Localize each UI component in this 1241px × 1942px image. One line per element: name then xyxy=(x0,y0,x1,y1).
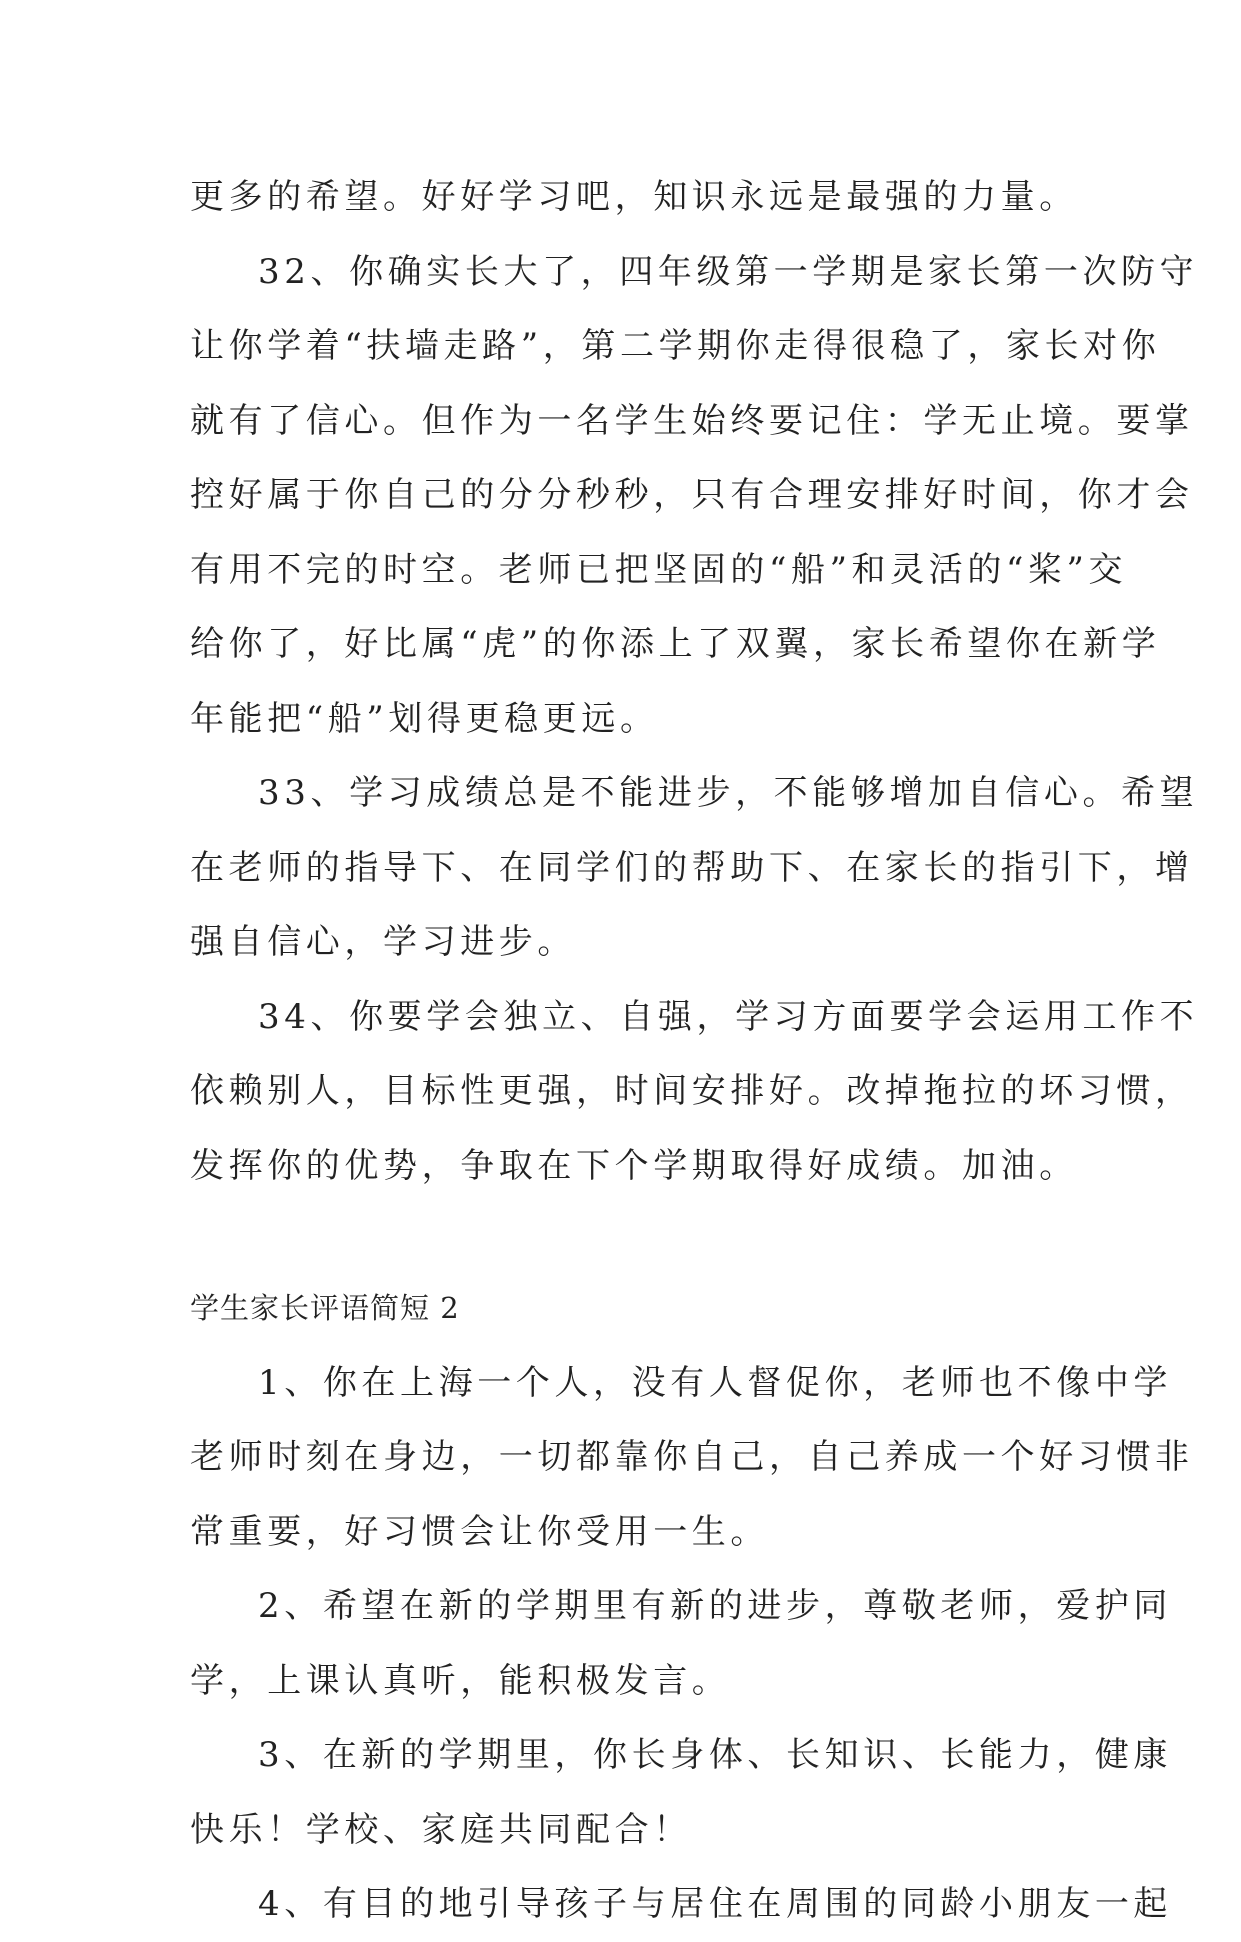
text-line: 33、学习成绩总是不能进步，不能够增加自信心。希望 xyxy=(258,773,1199,813)
text-line: 常重要，好习惯会让你受用一生。 xyxy=(190,1511,769,1552)
text-line: 强自信心，学习进步。 xyxy=(190,922,576,962)
text-line: 1、你在上海一个人，没有人督促你，老师也不像中学 xyxy=(258,1362,1173,1403)
text-line: 就有了信心。但作为一名学生始终要记住：学无止境。要掌 xyxy=(190,400,1194,441)
text-line: 控好属于你自己的分分秒秒，只有合理安排好时间，你才会 xyxy=(190,475,1194,515)
text-line: 32、你确实长大了，四年级第一学期是家长第一次防守 xyxy=(258,251,1199,292)
text-line: 学，上课认真听，能积极发言。 xyxy=(190,1660,731,1701)
paragraph-31-tail xyxy=(190,160,1078,235)
section-heading: 学生家长评语简短 2 xyxy=(190,1291,460,1325)
paragraph-34 xyxy=(190,980,1199,1204)
text-line: 更多的希望。好好学习吧，知识永远是最强的力量。 xyxy=(190,177,1078,217)
section-gap xyxy=(190,1203,1050,1271)
paragraph-1 xyxy=(190,1346,1194,1570)
text-line: 3、在新的学期里，你长身体、长知识、长能力，健康 xyxy=(258,1735,1173,1775)
paragraph-33 xyxy=(190,756,1199,980)
text-line: 依赖别人，目标性更强，时间安排好。改掉拖拉的坏习惯， xyxy=(190,1071,1194,1111)
text-line: 快乐！学校、家庭共同配合！ xyxy=(190,1809,692,1850)
text-line: 在老师的指导下、在同学们的帮助下、在家长的指引下，增 xyxy=(190,847,1194,888)
text-line: 发挥你的优势，争取在下个学期取得好成绩。加油。 xyxy=(190,1145,1078,1186)
text-line: 4、有目的地引导孩子与居住在周围的同龄小朋友一起 xyxy=(258,1884,1173,1924)
text-line: 有用不完的时空。老师已把坚固的“船”和灵活的“桨”交 xyxy=(190,549,1128,590)
text-line: 让你学着“扶墙走路”，第二学期你走得很稳了，家长对你 xyxy=(190,326,1161,366)
document-body xyxy=(190,160,1199,1942)
paragraph-32 xyxy=(190,235,1199,757)
text-line: 2、希望在新的学期里有新的进步，尊敬老师，爱护同 xyxy=(258,1586,1173,1626)
text-line: 年能把“船”划得更稳更远。 xyxy=(190,698,659,739)
paragraph-3 xyxy=(190,1718,1173,1867)
paragraph-2 xyxy=(190,1569,1173,1718)
text-line: 老师时刻在身边，一切都靠你自己，自己养成一个好习惯非 xyxy=(190,1437,1194,1477)
text-line: 34、你要学会独立、自强，学习方面要学会运用工作不 xyxy=(258,996,1199,1037)
text-line: 给你了，好比属“虎”的你添上了双翼，家长希望你在新学 xyxy=(190,624,1161,664)
paragraph-4 xyxy=(190,1867,1173,1942)
